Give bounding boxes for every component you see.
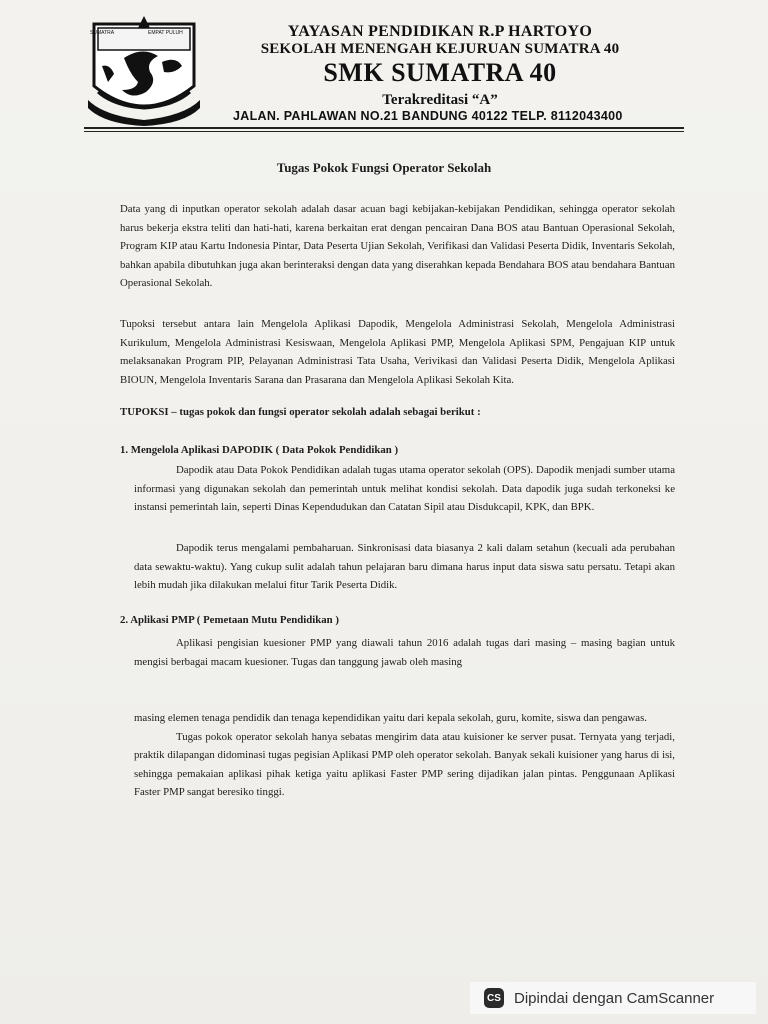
camscanner-watermark: [470, 982, 756, 1014]
school-address: JALAN. PAHLAWAN NO.21 BANDUNG 40122 TELP. 8112043400: [233, 109, 623, 123]
camscanner-icon: CS: [484, 988, 504, 1008]
foundation-name: YAYASAN PENDIDIKAN R.P HARTOYO: [287, 23, 593, 40]
section1-paragraph2: Dapodik terus mengalami pembaharuan. Sinkronisasi data biasanya 2 kali dalam setahun (kecuali ada perubahan data sewaktu-waktu). Yang cukup sulit adalah tahun pelajaran baru dimana harus input data siswa satu persatu. Tetapi akan lebih mudah jika dilakukan melalui fitur Tarik Peserta Didik.: [134, 542, 675, 591]
tupoksi-heading: TUPOKSI – tugas pokok dan fungsi operator sekolah adalah sebagai berikut :: [120, 406, 481, 418]
document-title: Tugas Pokok Fungsi Operator Sekolah: [276, 160, 492, 175]
section2-heading: 2. Aplikasi PMP ( Pemetaan Mutu Pendidikan ): [120, 614, 339, 626]
section2-paragraph2: [134, 709, 675, 802]
school-short-name: SMK SUMATRA 40: [323, 58, 557, 87]
tupoksi-list-paragraph: Tupoksi tersebut antara lain Mengelola Aplikasi Dapodik, Mengelola Administrasi Sekolah, Mengelola Administrasi Kurikulum, Mengelola Administrasi Kesiswaan, Mengelola Aplikasi PMP, Mengelola Aplikasi SPM, Pengajuan KIP untuk melaksanakan Program PIP, Pelayanan Administrasi Tata Usaha, Verivikasi dan Validasi Peserta Didik, Mengelola Aplikasi BIOUN, Mengelola Inventaris Sarana dan Prasarana dan Mengelola Aplikasi Sekolah Kita.: [120, 318, 675, 386]
intro-paragraph: Data yang di inputkan operator sekolah adalah dasar acuan bagi kebijakan-kebijakan Pendidikan, sehingga operator sekolah harus bekerja ekstra teliti dan hati-hati, karena berkaitan erat dengan pencairan Dana BOS atau Bantuan Operasional Sekolah, Program KIP atau Kartu Indonesia Pintar, Data Peserta Ujian Sekolah, Verifikasi dan Validasi Peserta Didik, Inventaris Sekolah, bahkan apabila dibutuhkan juga akan berinteraksi dengan data yang diserahkan kepada Bendahara BOS atau bendahara Bantuan Operasional Sekolah.: [120, 203, 675, 289]
letterhead-rule-thick: [84, 127, 684, 129]
section2-paragraph2-line1: masing elemen tenaga pendidik dan tenaga kependidikan yaitu dari kepala sekolah, guru, komite, siswa dan pengawas.: [134, 712, 647, 724]
section1-paragraph1: Dapodik atau Data Pokok Pendidikan adalah tugas utama operator sekolah (OPS). Dapodik menjadi sumber utama informasi yang digunakan sekolah dan pemerintah untuk melihat kondisi sekolah. Data dapodik juga sudah terkoneksi ke instansi pemerintah lain, seperti Dinas Kependudukan dan Catatan Sipil atau Disdukcapil, KPK, dan BPK.: [134, 464, 675, 513]
camscanner-label: Dipindai dengan CamScanner: [514, 989, 715, 1007]
accreditation: Terakreditasi “A”: [382, 92, 498, 108]
letterhead-rule-thin: [84, 131, 684, 132]
school-full-name: SEKOLAH MENENGAH KEJURUAN SUMATRA 40: [260, 41, 620, 57]
section2-paragraph2-rest: Tugas pokok operator sekolah hanya sebatas mengirim data atau kuisioner ke server pusat. Ternyata yang terjadi, praktik dilapangan didominasi tugas pegisian Aplikasi PMP oleh operator sekolah. Banyak sekali kuisioner yang harus di isi, sehingga pemakaian aplikasi pihak ketiga yaitu aplikasi Faster PMP sering dijadikan jalan pintas. Penggunaan Aplikasi Faster PMP sangat beresiko tinggi.: [134, 730, 675, 798]
logo-text-left: SUMATRA: [90, 30, 115, 36]
logo-text-right: EMPAT PULUH: [148, 30, 183, 36]
section2-paragraph1: Aplikasi pengisian kuesioner PMP yang diawali tahun 2016 adalah tugas dari masing – masing bagian untuk mengisi berbagai macam kuesioner. Tugas dan tanggung jawab oleh masing: [134, 637, 675, 668]
section1-heading: 1. Mengelola Aplikasi DAPODIK ( Data Pokok Pendidikan ): [120, 444, 399, 456]
